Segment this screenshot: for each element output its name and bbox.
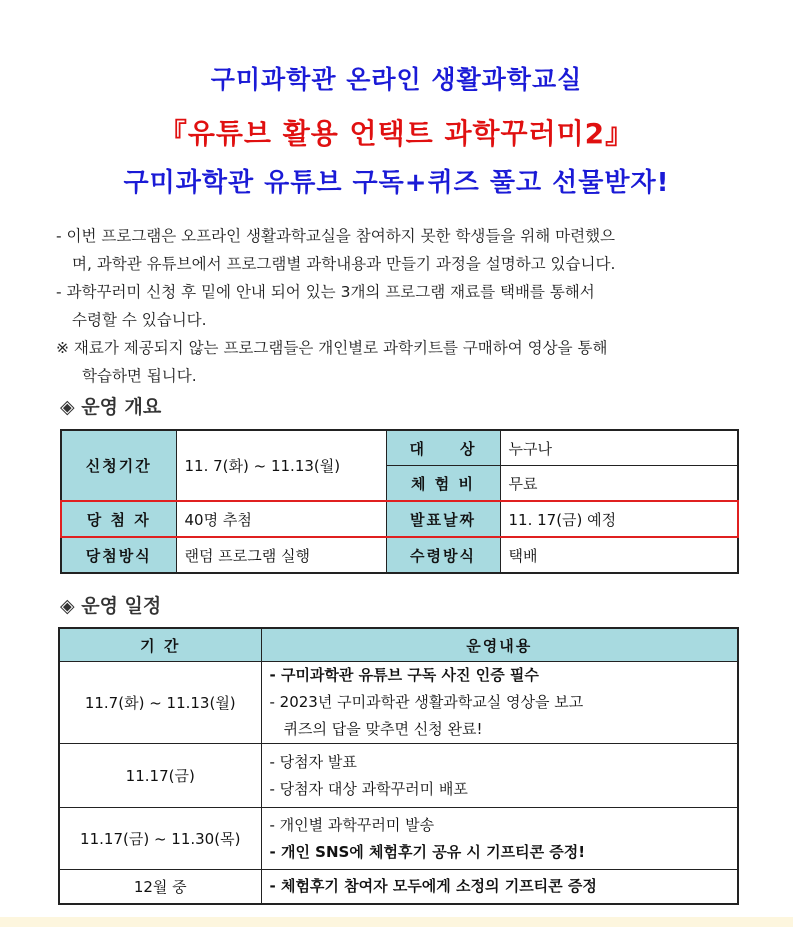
fee-label: 체 험 비 xyxy=(386,466,500,502)
intro-note: ※ 재료가 제공되지 않는 프로그램들은 개인별로 과학키트를 구매하여 영상을 통해 xyxy=(56,339,608,357)
schedule-date: 12월 중 xyxy=(59,870,261,904)
intro-line: - 이번 프로그램은 오프라인 생활과학교실을 참여하지 못한 학생들을 위해 마련했으 xyxy=(56,227,616,245)
schedule-content xyxy=(261,808,738,870)
schedule-content xyxy=(261,744,738,808)
announce-label: 발표날짜 xyxy=(386,501,500,537)
schedule-item: - 당첨자 대상 과학꾸러미 배포 xyxy=(269,779,468,798)
table-row xyxy=(59,870,738,904)
period-label: 신청기간 xyxy=(61,430,176,501)
period-value: 11. 7(화) ~ 11.13(월) xyxy=(176,430,386,501)
fee-value: 무료 xyxy=(500,466,738,502)
winners-label: 당 첨 자 xyxy=(61,501,176,537)
receive-value: 택배 xyxy=(500,537,738,573)
page-bottom-strip xyxy=(0,917,793,927)
schedule-date: 11.17(금) xyxy=(59,744,261,808)
schedule-item: 퀴즈의 답을 맞추면 신청 완료! xyxy=(283,720,483,738)
schedule-item: - 당첨자 발표 xyxy=(269,752,357,771)
intro-line: - 과학꾸러미 신청 후 밑에 안내 되어 있는 3개의 프로그램 재료를 택배를 통해서 xyxy=(56,283,595,301)
col-content-header: 운영내용 xyxy=(261,628,738,662)
schedule-date: 11.17(금) ~ 11.30(목) xyxy=(59,808,261,870)
method-value: 랜덤 프로그램 실행 xyxy=(176,537,386,573)
table-row xyxy=(59,662,738,744)
target-value: 누구나 xyxy=(500,430,738,466)
title-line-3: 구미과학관 유튜브 구독+퀴즈 풀고 선물받자! xyxy=(123,168,670,198)
target-label: 대 상 xyxy=(386,430,500,466)
table-row xyxy=(59,744,738,808)
intro-line: 며, 과학관 유튜브에서 프로그램별 과학내용과 만들기 과정을 설명하고 있습니다. xyxy=(72,255,616,273)
receive-label: 수령방식 xyxy=(386,537,500,573)
table-row xyxy=(59,808,738,870)
schedule-date: 11.7(화) ~ 11.13(월) xyxy=(59,662,261,744)
schedule-content xyxy=(261,662,738,744)
winners-value: 40명 추첨 xyxy=(176,501,386,537)
title-line-1: 구미과학관 온라인 생활과학교실 xyxy=(210,65,583,94)
title-line-2: 『유튜브 활용 언택트 과학꾸러미2』 xyxy=(158,117,635,150)
announce-value: 11. 17(금) 예정 xyxy=(500,501,738,537)
schedule-item: - 구미과학관 유튜브 구독 사진 인증 필수 xyxy=(269,666,539,684)
col-period-header: 기 간 xyxy=(59,628,261,662)
schedule-item: - 체험후기 참여자 모두에게 소정의 기프티콘 증정 xyxy=(269,876,597,895)
schedule-item: - 2023년 구미과학관 생활과학교실 영상을 보고 xyxy=(269,693,584,711)
schedule-item: - 개인별 과학꾸러미 발송 xyxy=(269,815,435,834)
intro-text xyxy=(56,222,746,390)
schedule-table xyxy=(58,627,739,905)
schedule-heading: ◈ 운영 일정 xyxy=(60,595,162,617)
schedule-content xyxy=(261,870,738,904)
overview-table xyxy=(60,429,739,574)
intro-line: 수령할 수 있습니다. xyxy=(72,311,207,329)
method-label: 당첨방식 xyxy=(61,537,176,573)
schedule-item: - 개인 SNS에 체험후기 공유 시 기프티콘 증정! xyxy=(269,842,586,861)
intro-note: 학습하면 됩니다. xyxy=(82,367,197,385)
overview-heading: ◈ 운영 개요 xyxy=(60,396,162,418)
